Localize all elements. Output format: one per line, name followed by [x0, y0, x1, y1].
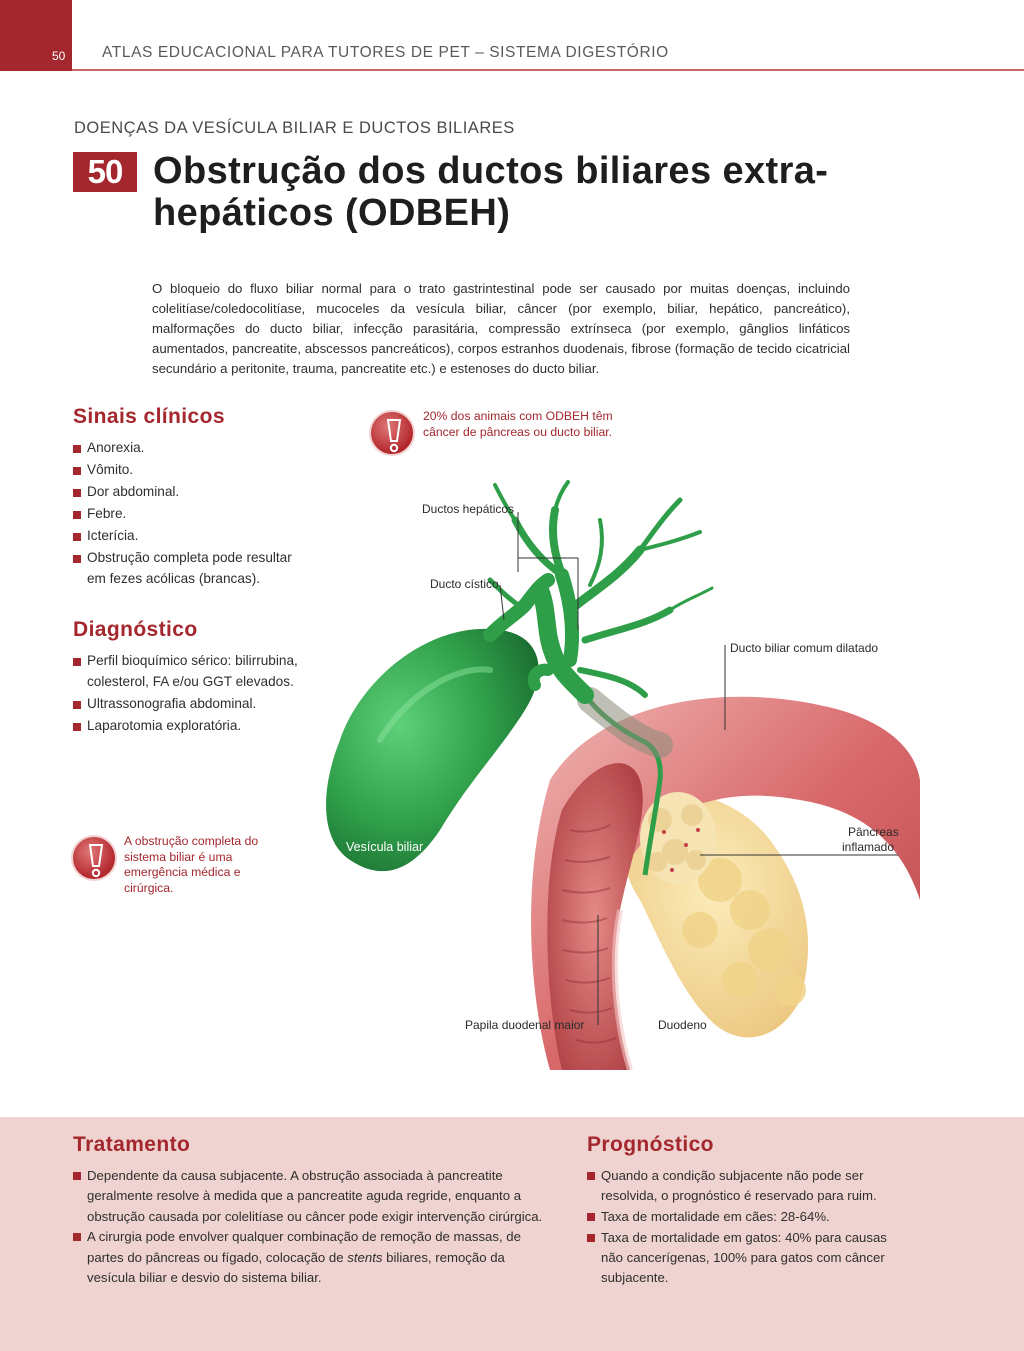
list-item: Anorexia.: [73, 438, 313, 459]
page-number: 50: [52, 49, 66, 63]
bullet-square: [73, 658, 81, 666]
bullet-square: [73, 701, 81, 709]
label-common-bile-duct: Ducto biliar comum dilatado: [730, 641, 879, 655]
bullet-square: [73, 489, 81, 497]
label-gallbladder: Vesícula biliar: [346, 840, 424, 854]
bullet-square: [73, 511, 81, 519]
list-item: Dor abdominal.: [73, 482, 313, 503]
list-item: Ultrassonografia abdominal.: [73, 694, 313, 715]
alert-top-text: 20% dos animais com ODBEH têm câncer de pâncreas ou ducto biliar.: [423, 409, 613, 439]
list-item: Febre.: [73, 504, 313, 525]
diagnosis-heading: Diagnóstico: [73, 618, 198, 641]
alert-left-text: A obstrução completa do sistema biliar é uma emergência médica e cirúrgica.: [124, 834, 259, 895]
bullet-square: [73, 1172, 81, 1180]
list-item: Icterícia.: [73, 526, 313, 547]
list-item: Vômito.: [73, 460, 313, 481]
bullet-square: [73, 445, 81, 453]
warning-icon: [369, 410, 415, 456]
label-papilla: Papila duodenal maior: [465, 1018, 585, 1032]
biliary-illustration: [300, 480, 920, 1070]
chapter-number: 50: [73, 152, 137, 192]
bullet-square: [73, 723, 81, 731]
bullet-square: [73, 533, 81, 541]
header-rule: [72, 69, 1024, 71]
intro-paragraph: O bloqueio do fluxo biliar normal para o trato gastrintestinal pode ser causado por muitas doenças, incluindo colelitíase/coledocolitíase, mucoceles da vesícula biliar, câncer (por exemplo, biliar, hepático, pancreático), malformações do ducto biliar, infecção parasitária, compressão extrínseca (por exemplo, gânglios linfáticos aumentados, pancreatite, abscessos pancreáticos), corpos estranhos duodenais, fibrose (formação de tecido cicatricial secundário a peritonite, trauma, pancreatite etc.) e estenoses do ducto biliar.: [152, 281, 850, 376]
list-item: Taxa de mortalidade em gatos: 40% para causas não cancerígenas, 100% para gatos com câncer subjacente.: [587, 1228, 887, 1289]
section-kicker: DOENÇAS DA VESÍCULA BILIAR E DUCTOS BILIARES: [74, 119, 515, 137]
list-item: Quando a condição subjacente não pode ser resolvida, o prognóstico é reservado para ruim.: [587, 1166, 887, 1207]
list-item: Obstrução completa pode resultar em fezes acólicas (brancas).: [73, 548, 313, 589]
diagnosis-list: [73, 651, 313, 738]
list-item: Laparotomia exploratória.: [73, 716, 313, 737]
treatment-heading: Tratamento: [73, 1133, 191, 1156]
running-head: ATLAS EDUCACIONAL PARA TUTORES DE PET – SISTEMA DIGESTÓRIO: [102, 44, 669, 61]
label-pancreas-inflamed: inflamado: [842, 840, 895, 854]
list-item: Taxa de mortalidade em cães: 28-64%.: [587, 1207, 887, 1227]
list-item: A cirurgia pode envolver qualquer combinação de remoção de massas, de partes do pâncreas ou fígado, colocação de stents biliares, remoção da vesícula biliar e desvio do sistema biliar.: [73, 1227, 549, 1288]
list-item: Dependente da causa subjacente. A obstrução associada à pancreatite geralmente resolve à medida que a pancreatite aguda regride, enquanto a obstrução causada por colelitíase ou câncer pode exigir intervenção cirúrgica.: [73, 1166, 549, 1227]
list-item: Perfil bioquímico sérico: bilirrubina, colesterol, FA e/ou GGT elevados.: [73, 651, 313, 692]
warning-icon: [71, 835, 117, 881]
label-hepatic-ducts: Ductos hepáticos: [422, 502, 515, 516]
prognosis-heading: Prognóstico: [587, 1133, 714, 1156]
clinical-signs-list: [73, 438, 313, 591]
page-title: Obstrução dos ductos biliares extra-hepáticos (ODBEH): [153, 150, 829, 234]
bullet-square: [587, 1172, 595, 1180]
bullet-square: [73, 467, 81, 475]
biliary-anatomy-drawing: [300, 480, 920, 1070]
label-duodenum: Duodeno: [658, 1018, 707, 1032]
label-pancreas: Pâncreas: [848, 825, 899, 839]
label-cystic-duct: Ducto cístico: [430, 577, 499, 591]
treatment-list: [73, 1166, 549, 1289]
bullet-square: [73, 1233, 81, 1241]
bullet-square: [587, 1213, 595, 1221]
prognosis-list: [587, 1166, 887, 1289]
bullet-square: [73, 555, 81, 563]
clinical-signs-heading: Sinais clínicos: [73, 405, 225, 428]
page-number-box: [0, 0, 72, 71]
bullet-square: [587, 1234, 595, 1242]
